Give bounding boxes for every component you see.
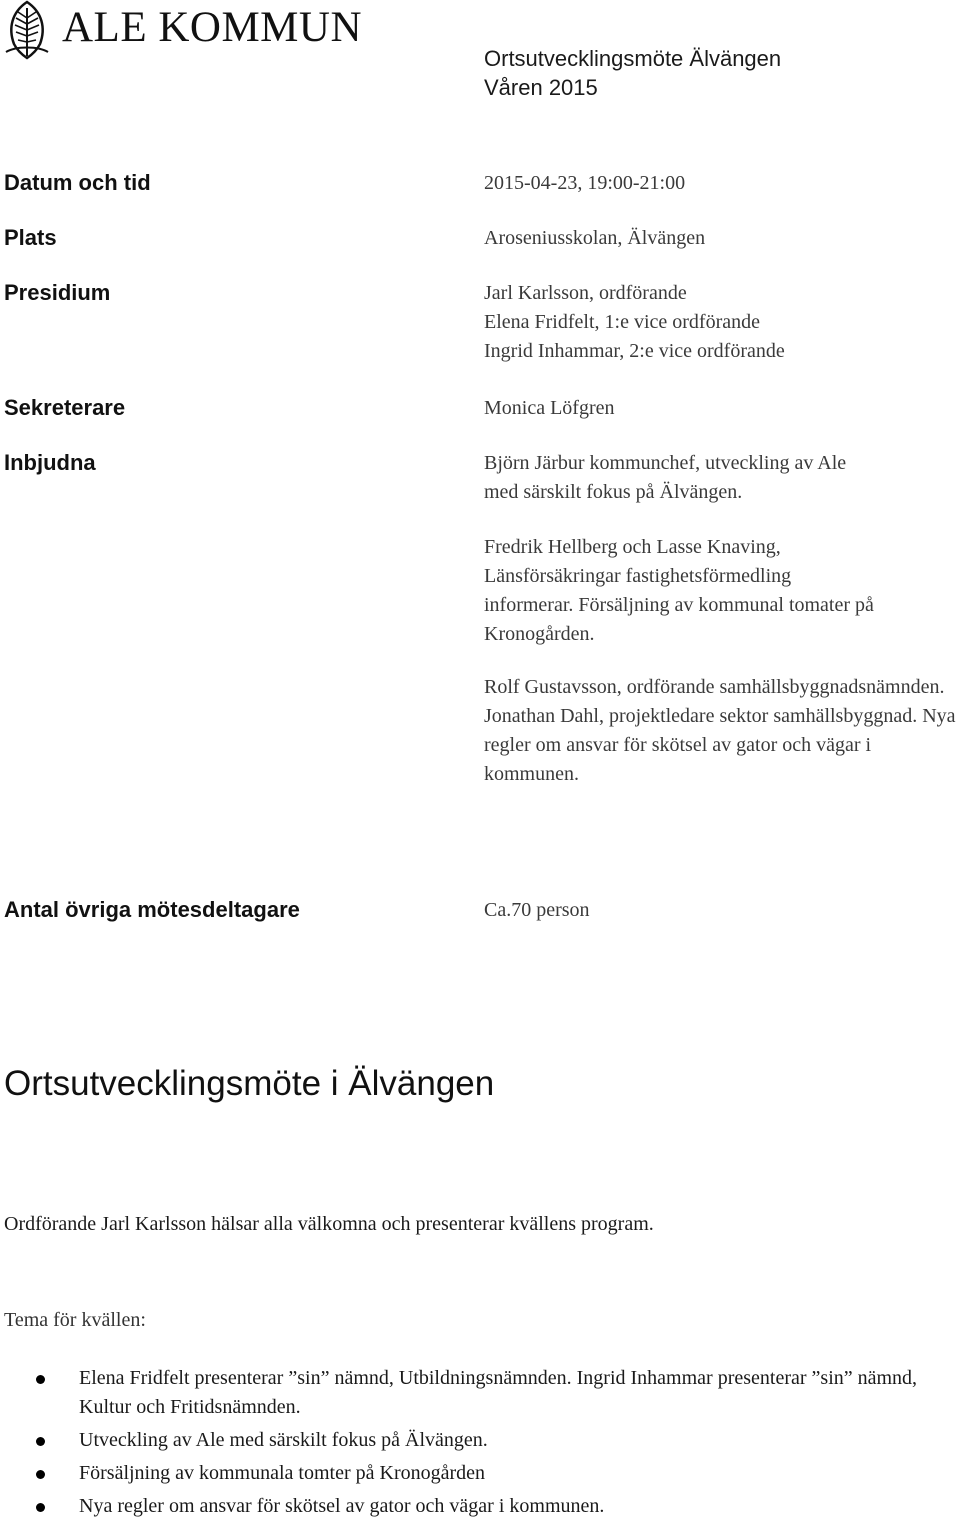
presidium-member: Jarl Karlsson, ordförande (484, 282, 687, 304)
invited-paragraph: Björn Järbur kommunchef, utveckling av Ale med särskilt fokus på Älvängen. (484, 452, 847, 503)
list-item-text: Utveckling av Ale med särskilt fokus på Älvängen. (79, 1429, 488, 1451)
invited-label: Inbjudna (4, 450, 96, 475)
leaf-emblem-icon (2, 0, 52, 60)
section-heading: Ortsutvecklingsmöte i Älvängen (4, 1064, 495, 1103)
bullet-icon (36, 1437, 45, 1446)
invited-paragraph: Rolf Gustavsson, ordförande samhällsbyggnadsnämnden. Jonathan Dahl, projektledare sektor samhällsbyggnad. Nya regler om ansvar för skötsel av gator och vägar i kommunen. (484, 676, 956, 785)
attendees-label: Antal övriga mötesdeltagare (4, 897, 300, 922)
presidium-list (484, 279, 954, 366)
date-value: 2015-04-23, 19:00-21:00 (484, 172, 686, 194)
presidium-member: Elena Fridfelt, 1:e vice ordförande (484, 311, 760, 333)
presidium-label: Presidium (4, 280, 111, 305)
theme-label: Tema för kvällen: (4, 1309, 146, 1331)
date-label: Datum och tid (4, 170, 151, 195)
list-item-text: Försäljning av kommunala tomter på Kronogården (79, 1462, 486, 1484)
list-item (36, 1492, 936, 1521)
secretary-label: Sekreterare (4, 395, 126, 420)
presidium-member: Ingrid Inhammar, 2:e vice ordförande (484, 340, 785, 362)
list-item-text: Elena Fridfelt presenterar ”sin” nämnd, Utbildningsnämnden. Ingrid Inhammar presenterar ”sin” nämnd, Kultur och Fritidsnämnden. (79, 1367, 918, 1418)
bullet-icon (36, 1503, 45, 1512)
list-item-text: Nya regler om ansvar för skötsel av gator och vägar i kommunen. (79, 1495, 605, 1517)
document-subtitle: Våren 2015 (484, 75, 598, 100)
place-label: Plats (4, 225, 57, 250)
secretary-value: Monica Löfgren (484, 397, 615, 419)
invited-paragraph: Fredrik Hellberg och Lasse Knaving, Länsförsäkringar fastighetsförmedling informerar. Försäljning av kommunal tomater på Kronogården. (484, 536, 874, 645)
intro-paragraph: Ordförande Jarl Karlsson hälsar alla välkomna och presenterar kvällens program. (4, 1213, 654, 1235)
list-item (36, 1459, 936, 1488)
bullet-icon (36, 1470, 45, 1479)
attendees-value: Ca.70 person (484, 899, 590, 921)
theme-list (36, 1364, 936, 1521)
document-title: Ortsutvecklingsmöte Älvängen (484, 46, 782, 71)
list-item (36, 1364, 936, 1422)
org-name: ALE KOMMUN (62, 4, 363, 51)
bullet-icon (36, 1375, 45, 1384)
place-value: Aroseniusskolan, Älvängen (484, 227, 706, 249)
list-item (36, 1426, 936, 1455)
